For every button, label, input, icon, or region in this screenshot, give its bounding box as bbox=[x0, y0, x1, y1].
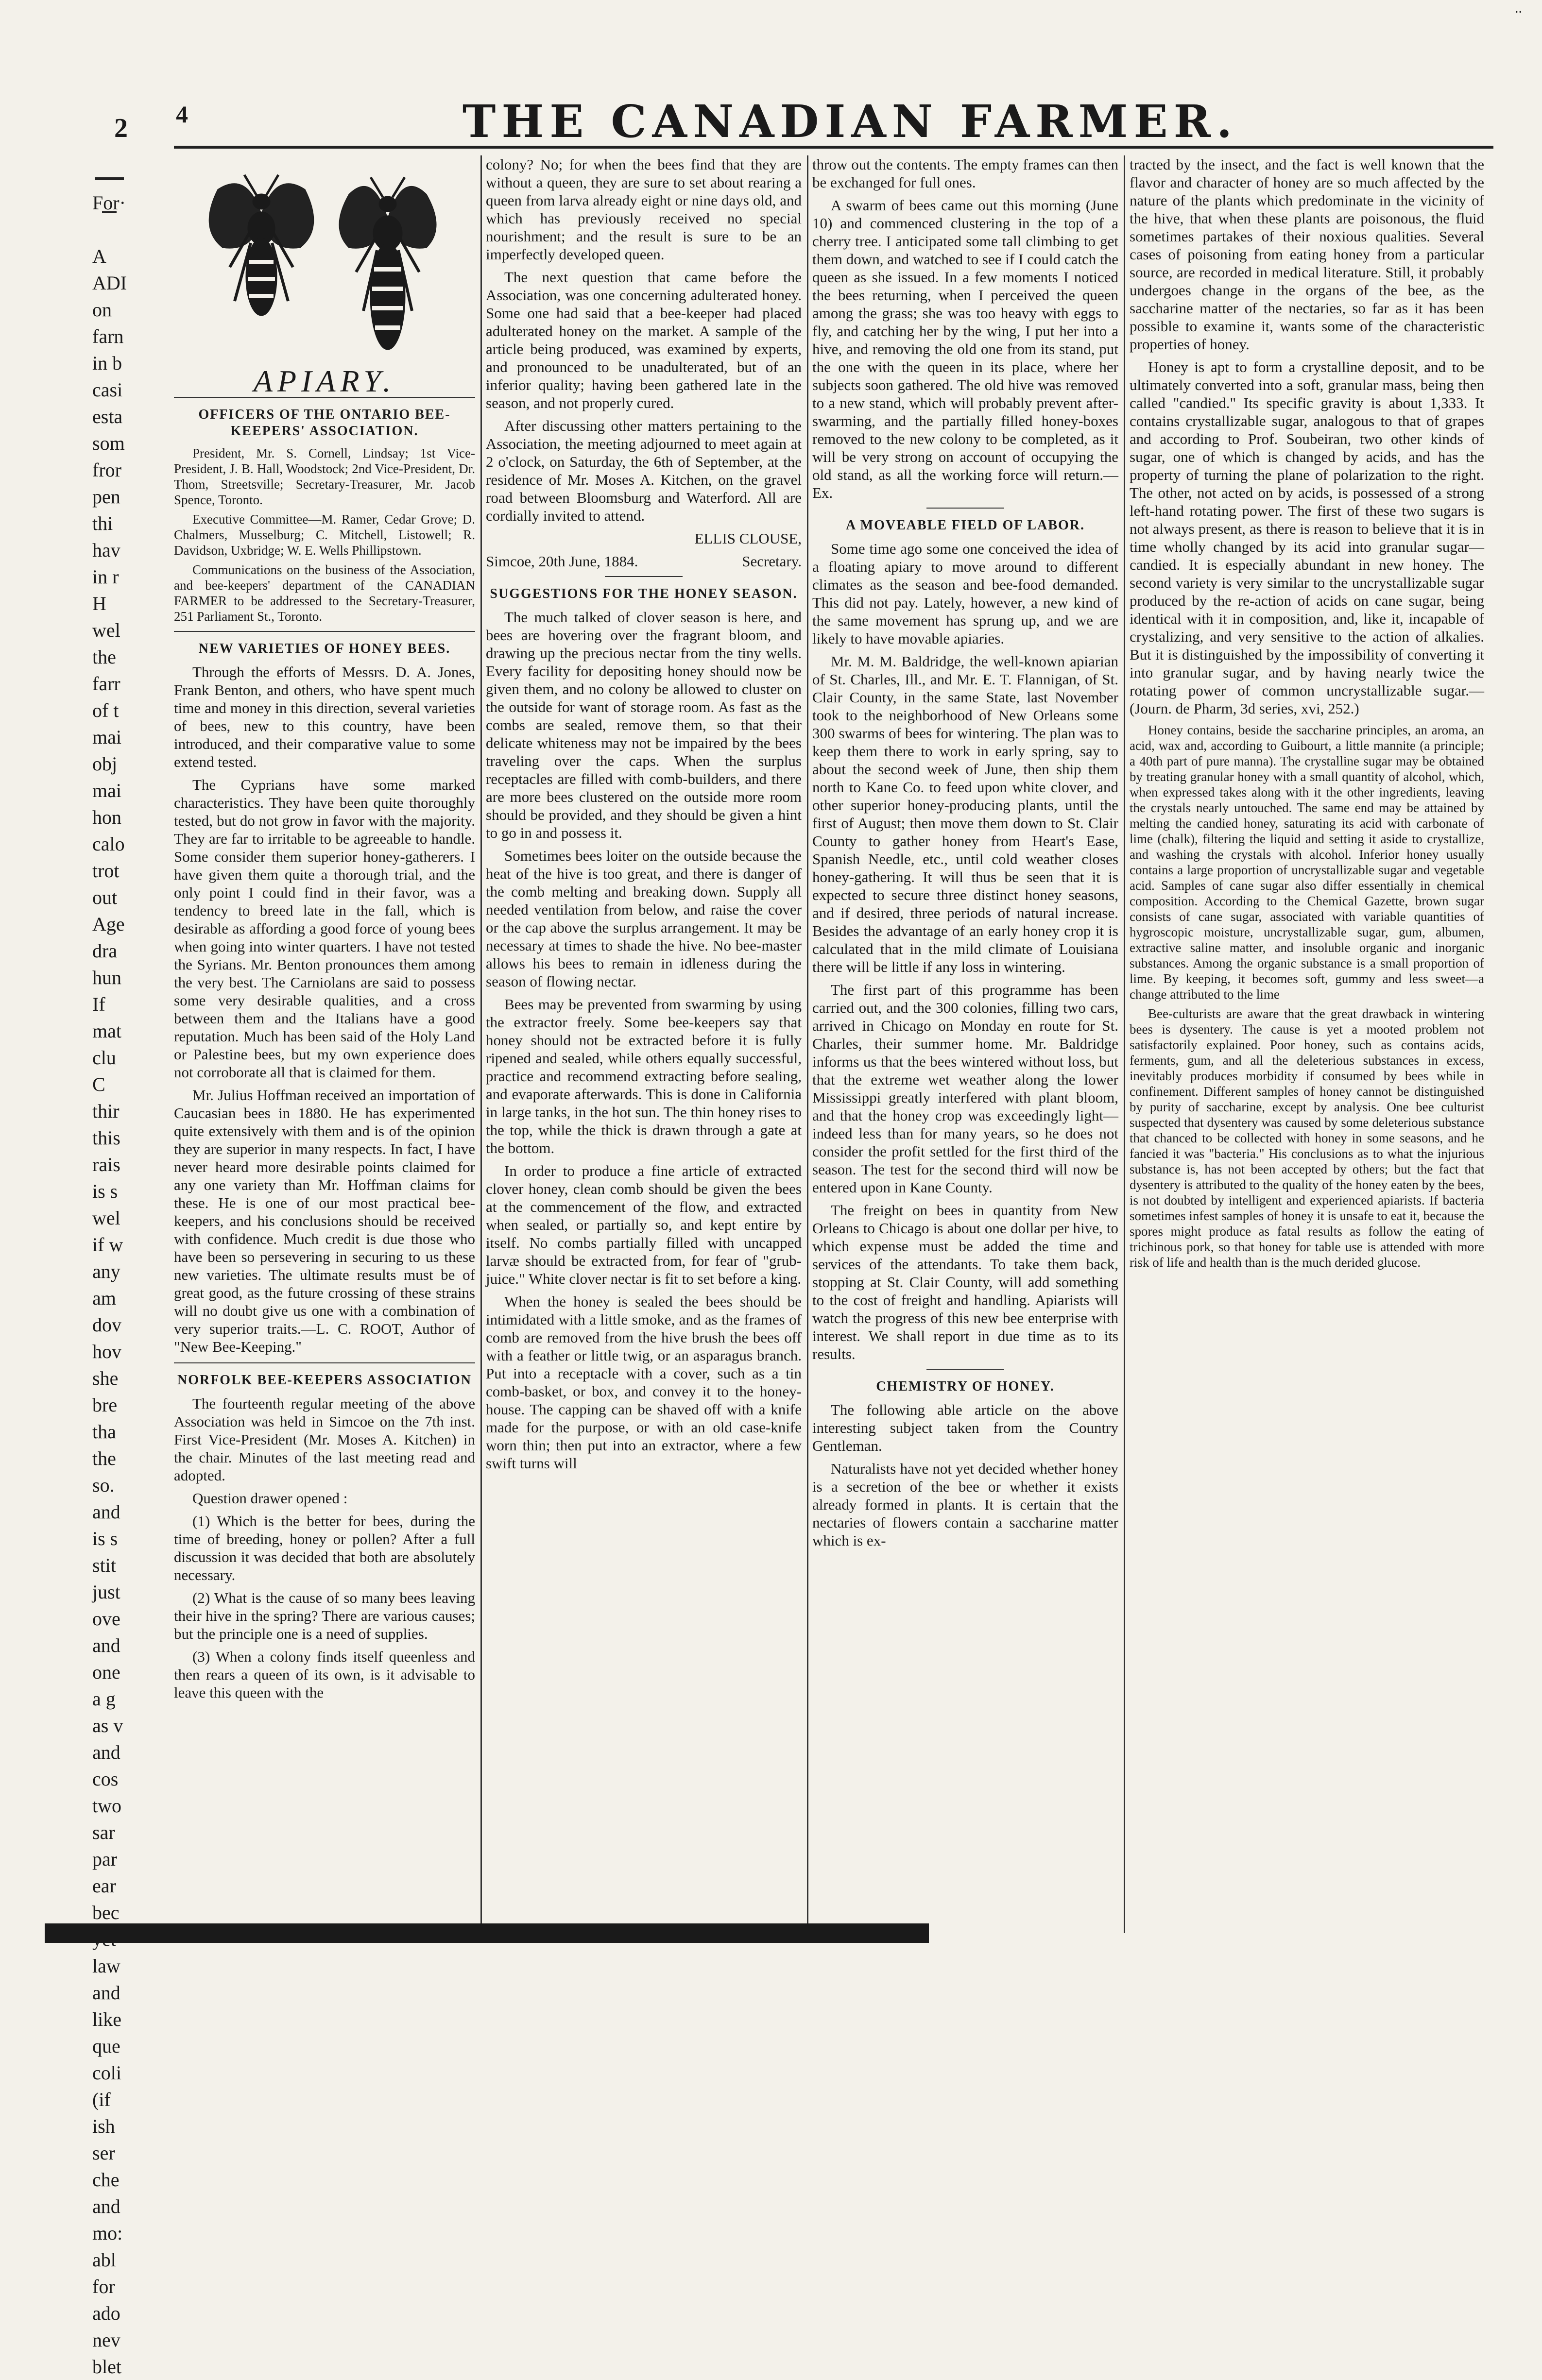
question: (3) When a colony finds itself queenless and then rears a queen of its own, is it advisable to leave this queen with the bbox=[174, 1648, 475, 1701]
margin-fragment: thir bbox=[92, 1100, 120, 1122]
divider bbox=[174, 631, 475, 632]
column-3 bbox=[812, 155, 1118, 1933]
margin-fragment: farr bbox=[92, 673, 120, 695]
margin-fragment: out bbox=[92, 886, 118, 908]
margin-fragment: is s bbox=[92, 1528, 118, 1549]
margin-fragment: obj bbox=[92, 753, 118, 775]
paragraph: Honey is apt to form a crystalline deposit, and to be ultimately converted into a soft, granular mass, being then called "candied." Its specific gravity is about 1,333. It contains crystallizable sugar, analogous to that of grapes and according to Prof. Soubeiran, two other kinds of sugar, one of which is changed by acids, and has the property of turning the plane of polarization to the right. The other, not acted on by acids, is possessed of a strong left-hand rotating power. The first of these two sugars is not always present, as there is reason to believe that it is in time wholly changed by its acid into granular sugar—candied. It is especially abundant in new honey. The second variety is very similar to the uncrystallizable sugar produced by the re-action of acids on cane sugar, being identical with it in composition, and, like it, incapable of crystalizing, and very sensitive to the action of alkalies. But it is distinguished by the impossibility of converting it into granular sugar, and by having nearly twice the rotating power of common uncrystallizable sugar.—(Journ. de Pharm, 3d series, xvi, 252.) bbox=[1130, 358, 1484, 717]
signature-place: Simcoe, 20th June, 1884. bbox=[486, 553, 638, 570]
paragraph: In order to produce a fine article of extracted clover honey, clean comb should be given the bees at the commencement of the flow, and extracted when sealed, or partially so, and kept entire by itself. No combs partially filled with uncapped larvæ should be extracted from, for fear of "grub-juice." White clover nectar is fit to set before a king. bbox=[486, 1162, 802, 1287]
paragraph: Naturalists have not yet decided whether honey is a secretion of the bee or whether it exists already formed in plants. It is certain that the nectaries of flowers contain a saccharine matter which is ex- bbox=[812, 1460, 1118, 1549]
margin-fragment: the bbox=[92, 646, 116, 668]
margin-fragment: she bbox=[92, 1367, 119, 1389]
paragraph: Mr. M. M. Baldridge, the well-known apiarian of St. Charles, Ill., and Mr. E. T. Flannigan, of St. Clair County, in the same State, last November took to the neighborhood of New Orleans some 300 swarms of bees for wintering. The plan was to keep them there to work in early spring, say to about the second week of June, then ship them north to Kane Co. to feed upon white clover, and other superior honey-producing plants, until the first of August; then move them down to St. Clair County to gather honey from Heart's Ease, Spanish Needle, etc., until cold weather closes honey-gathering. It will thus be seen that it is expected to secure three distinct honey seasons, and if desired, three periods of natural increase. Besides the advantage of an early honey crop it is calculated that in the mild climate of Louisiana there will be little if any loss in wintering. bbox=[812, 653, 1118, 975]
margin-fragment: a g bbox=[92, 1688, 116, 1710]
masthead-title: THE CANADIAN FARMER. bbox=[462, 95, 1238, 148]
paragraph: Bees may be prevented from swarming by using the extractor freely. Some bee-keepers say that honey should not be extracted before it is fully ripened and sealed, while others equally successful, practice and recommend extracting before sealing, and evaporate afterwards. This is done in California in large tanks, in the hot sun. The thin honey rises to the top, while the thick is drawn through a gate at the bottom. bbox=[486, 996, 802, 1156]
margin-fragment: que bbox=[92, 2035, 120, 2057]
margin-fragment: one bbox=[92, 1661, 120, 1683]
margin-fragment: nev bbox=[92, 2329, 120, 2351]
margin-fragment: this bbox=[92, 1127, 120, 1149]
margin-fragment: in r bbox=[92, 566, 119, 588]
margin-fragment: of t bbox=[92, 699, 119, 721]
margin-fragment: mai bbox=[92, 780, 121, 801]
margin-fragment: for bbox=[92, 2276, 115, 2297]
margin-fragment: fror bbox=[92, 459, 121, 481]
question: (1) Which is the better for bees, during the time of breeding, honey or pollen? After a full discussion it was decided that both are absolutely necessary. bbox=[174, 1513, 475, 1583]
page-number: 4 bbox=[176, 101, 188, 128]
margin-fragment: law bbox=[92, 1955, 120, 1977]
margin-fragment: Age bbox=[92, 913, 125, 935]
margin-fragment: dov bbox=[92, 1314, 121, 1336]
paragraph: A swarm of bees came out this morning (June 10) and commenced clustering in the top of a cherry tree. I anticipated some tall climbing to get them down, and watched to see if I could catch the queen as she issued. In a few moments I noticed the bees returning, when I perceived the queen among the grass; she was too heavy with eggs to fly, and catching her by the wing, I put her into a hive, and removing the old one from its stand, put the one with the queen in its place, where her subjects soon gathered. The old hive was removed to a new stand, which will probably prevent after-swarming, and the partially filled honey-boxes removed to the new colony to be completed, as it will be very strong on account of occupying the old stand, as all the working force will return.—Ex. bbox=[812, 197, 1118, 501]
corner-mark: .. bbox=[1515, 0, 1522, 16]
margin-fragment: bre bbox=[92, 1394, 118, 1416]
margin-fragment: pen bbox=[92, 486, 120, 508]
margin-fragment: mo: bbox=[92, 2222, 123, 2244]
margin-fragment: ado bbox=[92, 2302, 120, 2324]
divider bbox=[605, 576, 683, 577]
margin-fragment: tha bbox=[92, 1421, 116, 1443]
paragraph: Through the efforts of Messrs. D. A. Jones, Frank Benton, and others, who have spent much time and money in this direction, several varieties of bees, new to this country, have been introduced, and their comparative value to some extend tested. bbox=[174, 663, 475, 770]
margin-fragment bbox=[92, 216, 154, 243]
margin-fragment: thi bbox=[92, 512, 113, 534]
margin-fragments bbox=[92, 189, 154, 2378]
margin-fragment: A bbox=[92, 245, 106, 267]
margin-fragment: ish bbox=[92, 2115, 115, 2137]
bottom-bar bbox=[45, 1923, 929, 1943]
margin-fragment: ADI bbox=[92, 272, 127, 294]
divider bbox=[174, 1362, 475, 1363]
column-1 bbox=[174, 155, 475, 1933]
margin-fragment: so. bbox=[92, 1474, 115, 1496]
paragraph: The following able article on the above interesting subject taken from the Country Gentleman. bbox=[812, 1401, 1118, 1454]
divider bbox=[926, 508, 1004, 509]
margin-fragment: just bbox=[92, 1581, 120, 1603]
margin-fragment: hon bbox=[92, 806, 121, 828]
margin-fragment: calo bbox=[92, 833, 125, 855]
norfolk-heading: NORFOLK BEE-KEEPERS ASSOCIATION bbox=[177, 1373, 472, 1388]
margin-fragment: and bbox=[92, 1501, 120, 1523]
paragraph: After discussing other matters pertaining to the Association, the meeting adjourned to meet again at 2 o'clock, on Saturday, the 6th of September, at the residence of Mr. Moses A. Kitchen, on the gravel road between Bloomsburg and Waterford. All are cordially invited to attend. bbox=[486, 417, 802, 524]
column-rule bbox=[480, 155, 482, 1933]
paragraph: The next question that came before the Association, was one concerning adulterated honey. Some one had said that a bee-keeper had placed adulterated honey on the market. A sample of the article being produced, was examined by experts, and pronounced to be unadulterated, but of an inferior quality; having been gathered late in the season, and not properly cured. bbox=[486, 269, 802, 411]
signature-name: ELLIS CLOUSE, bbox=[694, 530, 802, 547]
margin-fragment: rais bbox=[92, 1154, 120, 1175]
margin-fragment: any bbox=[92, 1260, 120, 1282]
margin-fragment: abl bbox=[92, 2249, 116, 2271]
margin-fragment: and bbox=[92, 1982, 120, 2004]
paragraph: Some time ago some one conceived the idea of a floating apiary to move around to different climates as the season and bee-food demanded. This did not pay. Lately, however, a new kind of the same movement has sprung up, and we are likely to have movable apiaries. bbox=[812, 540, 1118, 647]
paragraph: Question drawer opened : bbox=[192, 1490, 348, 1507]
paragraph: When the honey is sealed the bees should be intimidated with a little smoke, and as the frames of comb are removed from the hive brush the bees off with a feather or little twig, or an asparagus branch. Put into a receptacle with a cover, such as a tin comb-basket, or box, and convey it to the honey-house. The capping can be shaved off with a knife made for the purpose, or with an old case-knife worn thin; then put into an extractor, where a few swift turns will bbox=[486, 1293, 802, 1472]
new-varieties-heading: NEW VARIETIES OF HONEY BEES. bbox=[198, 641, 451, 656]
paragraph: throw out the contents. The empty frames can then be exchanged for full ones. bbox=[812, 156, 1118, 191]
margin-page-mark: 2 bbox=[114, 113, 128, 143]
paragraph: Mr. Julius Hoffman received an importation of Caucasian bees in 1880. He has experimented quite extensively with them and is of the opinion they are superior in many respects. In fact, I have never heard more desirable points claimed for any one variety than Mr. Hoffman claims for these. He is one of our most practical bee-keepers, and his conclusions should be received with confidence. Much credit is due those who have been so persevering in securing to us these new varieties. The ultimate results must be of great good, as the future crossing of these strains will no doubt give us one with a combination of very superior traits.—L. C. ROOT, Author of "New Bee-Keeping." bbox=[174, 1087, 475, 1355]
margin-fragment: if w bbox=[92, 1234, 123, 1256]
margin-fragment: on bbox=[92, 299, 112, 321]
paragraph: The much talked of clover season is here, and bees are hovering over the fragrant bloom, and drawing up the precious nectar from the tiny wells. Every facility for depositing honey should now be given them, and no colony be allowed to cluster on the outside for want of storage room. As fast as the combs are sealed, remove them, so that their delicate whiteness may not be impaired by the bees traveling over the caps. When the surplus receptacles are filled with comb-builders, and there are more bees clustered on the outside more room should be provided, and they should be given a hint to go in and possess it. bbox=[486, 609, 802, 841]
margin-fragment: in b bbox=[92, 352, 122, 374]
column-2 bbox=[486, 155, 802, 1933]
margin-fragment: For· bbox=[92, 192, 126, 214]
margin-fragment: two bbox=[92, 1795, 121, 1817]
column-rule bbox=[807, 155, 808, 1933]
margin-fragment: the bbox=[92, 1447, 116, 1469]
paragraph: The freight on bees in quantity from New Orleans to Chicago is about one dollar per hive, to which expense must be added the time and services of the attendants. To take them back, stopping at St. Clair County, will add something to the cost of freight and handling. Apiarists will watch the progress of this new bee enterprise with interest. We shall report in due time as to its results. bbox=[812, 1202, 1118, 1362]
signature-line bbox=[486, 552, 802, 570]
margin-fragment: sar bbox=[92, 1821, 115, 1843]
margin-fragment: and bbox=[92, 1741, 120, 1763]
masthead-rule bbox=[174, 146, 1493, 149]
officers-text: President, Mr. S. Cornell, Lindsay; 1st Vice-President, J. B. Hall, Woodstock; 2nd Vice-President, Dr. Thom, Streetsville; Secretary-Treasurer, Mr. Jacob Spence, Toronto. bbox=[174, 446, 475, 507]
margin-fragment: che bbox=[92, 2169, 120, 2191]
margin-fragment: like bbox=[92, 2008, 121, 2030]
paragraph: The first part of this programme has been carried out, and the 300 colonies, filling two cars, arrived in Chicago on Monday en route for St. Charles, their summer home. Mr. Baldridge informs us that the bees wintered without loss, but that the extreme wet weather along the lower Mississippi greatly interfered with plant bloom, and that the honey crop was exceedingly light—indeed less than for many years, so he does not consider the profit settled for the first third of the season. The test for the second third will now be entered upon in Kane County. bbox=[812, 981, 1118, 1196]
paragraph: The fourteenth regular meeting of the above Association was held in Simcoe on the 7th inst. First Vice-President (Mr. Moses A. Kitchen) in the chair. Minutes of the last meeting read and adopted. bbox=[174, 1395, 475, 1484]
column-4 bbox=[1130, 155, 1484, 1933]
margin-fragment: stit bbox=[92, 1554, 116, 1576]
signature-title: Secretary. bbox=[742, 553, 802, 570]
margin-fragment: mat bbox=[92, 1020, 121, 1042]
paragraph: Honey contains, beside the saccharine principles, an aroma, an acid, wax and, according to Guibourt, a little mannite (a principle; a 40th part of pure manna). The crystalline sugar may be obtained by treating granular honey with a small quantity of alcohol, which, when expressed takes along with it the other ingredients, leaving the crystals nearly untouched. The same end may be attained by melting the candied honey, saturating its acid with carbonate of lime (chalk), filtering the liquid and setting it aside to crystallize, and washing the crystals with alcohol. Inferior honey usually contains a large proportion of uncrystallizable sugar and vegetable acid. Samples of cane sugar also differ essentially in chemical composition. According to the Chemical Gazette, brown sugar consists of cane sugar, associated with variable quantities of hygroscopic moisture, uncrystallizable sugar, gum, albumen, extractive saline matter, and insoluble organic and inorganic substances. Among the organic substance is a small proportion of lime. By keeping, it becomes soft, gummy and less sweet—a change attributed to the lime bbox=[1130, 723, 1484, 1002]
margin-fragment: is s bbox=[92, 1180, 118, 1202]
margin-fragment: wel bbox=[92, 1207, 120, 1229]
margin-fragment: farn bbox=[92, 325, 124, 347]
margin-fragment: som bbox=[92, 432, 125, 454]
margin-fragment: and bbox=[92, 2195, 120, 2217]
margin-fragment: esta bbox=[92, 406, 123, 427]
communications-text: Communications on the business of the Association, and bee-keepers' department of the CANADIAN FARMER to be addressed to the Secretary-Treasurer, 251 Parliament St., Toronto. bbox=[174, 562, 475, 624]
margin-fragment: bec bbox=[92, 1902, 120, 1923]
divider bbox=[926, 1369, 1004, 1370]
margin-fragment: trot bbox=[92, 860, 120, 882]
margin-fragment: mai bbox=[92, 726, 121, 748]
moveable-field-heading: A MOVEABLE FIELD OF LABOR. bbox=[845, 518, 1085, 533]
margin-fragment: coli bbox=[92, 2062, 121, 2084]
margin-fragment: am bbox=[92, 1287, 116, 1309]
margin-fragment: ser bbox=[92, 2142, 115, 2164]
margin-fragment: ove bbox=[92, 1608, 120, 1630]
margin-fragment: (if bbox=[92, 2089, 111, 2110]
margin-fragment: hav bbox=[92, 539, 120, 561]
margin-fragment: ear bbox=[92, 1875, 116, 1897]
margin-fragment: hun bbox=[92, 967, 121, 988]
margin-fragment: clu bbox=[92, 1047, 116, 1069]
paragraph: Sometimes bees loiter on the outside because the heat of the hive is too great, and there is danger of the comb melting and breaking down. Supply all needed ventilation from below, and raise the cover or the cap above the surplus arrangement. It may be necessary at times to shade the hive. No bee-master allows his bees to remain in idleness during the season of flowing nectar. bbox=[486, 847, 802, 990]
margin-fragment: and bbox=[92, 1634, 120, 1656]
margin-fragment: wel bbox=[92, 619, 120, 641]
section-title: APIARY. bbox=[253, 364, 396, 398]
paragraph: colony? No; for when the bees find that they are without a queen, they are sure to set about rearing a queen from larva already eight or nine days old, and which has previously received no special nourishment; and the result is sure to be an imperfectly developed queen. bbox=[486, 156, 802, 263]
margin-rule bbox=[95, 177, 124, 180]
margin-fragment: C bbox=[92, 1073, 105, 1095]
officers-heading: OFFICERS OF THE ONTARIO BEE-KEEPERS' ASSOCIATION. bbox=[198, 407, 451, 439]
bee-illustration-icon bbox=[188, 155, 461, 369]
paragraph: The Cyprians have some marked characteristics. They have been quite thoroughly tested, but do not grow in favor with the majority. They are far to irritable to be agreeable to handle. Some consider them superior honey-gatherers. I have given them quite a thorough trial, and the only point I could find in their favor, was a tendency to breed late in the fall, which is desirable as affording a good force of young bees when going into winter quarters. I have not tested the Syrians. Mr. Benton pronounces them among the very best. The Carniolans are said to possess some very desirable qualities, and a cross between them and the Italians have a good reputation. Much has been said of the Holy Land or Palestine bees, but my own experience does not corroborate all that is claimed for them. bbox=[174, 776, 475, 1081]
question: (2) What is the cause of so many bees leaving their hive in the spring? There are various causes; but the principle one is a need of supplies. bbox=[174, 1589, 475, 1642]
margin-fragment: as v bbox=[92, 1715, 123, 1736]
margin-fragment: par bbox=[92, 1848, 118, 1870]
margin-fragment: H bbox=[92, 593, 106, 614]
margin-fragment: casi bbox=[92, 379, 123, 401]
margin-fragment: hov bbox=[92, 1341, 121, 1362]
margin-fragment: dra bbox=[92, 940, 118, 962]
paragraph: tracted by the insect, and the fact is well known that the flavor and character of honey are so much affected by the nature of the plants which predominate in the vicinity of the hive, that when these plants are poisonous, the fluid sometimes partakes of their noxious qualities. Several cases of poisoning from eating honey from a particular source, are recorded in medical literature. Still, it probably undergoes change in the organs of the bee, as the saccharine matter of the nectaries, so far as it has been possible to examine it, wants some of the characteristic properties of honey. bbox=[1130, 156, 1484, 353]
executive-text: Executive Committee—M. Ramer, Cedar Grove; D. Chalmers, Musselburg; C. Mitchell, Listowell; R. Davidson, Uxbridge; W. E. Wells Phillipstown. bbox=[174, 512, 475, 558]
margin-fragment: blet bbox=[92, 2356, 121, 2378]
column-rule bbox=[1124, 155, 1125, 1933]
margin-fragment: cos bbox=[92, 1768, 119, 1790]
chemistry-heading: CHEMISTRY OF HONEY. bbox=[876, 1379, 1055, 1394]
paragraph: Bee-culturists are aware that the great drawback in wintering bees is dysentery. The cause is yet a mooted problem not satisfactorily explained. Poor honey, such as contains acids, ferments, gum, and all the deleterious substances in excess, inevitably produces morbidity if consumed by bees while in confinement. Different samples of honey cannot be distinguished by purity of saccharine, except by analysis. One bee culturist suspected that dysentery was caused by some deleterious substance that chanced to be collected with honey in some seasons, and he fancied it was "bacteria." His conclusions as to what the injurious substance is, has not been accepted by others; but the fact that dysentery is attributed to the quality of the honey eaten by the bees, is not doubted by intelligent and experienced apiarists. If bacteria sometimes infest samples of honey it is unsafe to eat it, because the spores might produce as fatal results as follow the eating of trichinous pork, so that honey for table use is attended with more risk of life and health than is the much derided glucose. bbox=[1130, 1006, 1484, 1270]
margin-fragment: If bbox=[92, 993, 105, 1015]
suggestions-heading: SUGGESTIONS FOR THE HONEY SEASON. bbox=[490, 586, 798, 601]
